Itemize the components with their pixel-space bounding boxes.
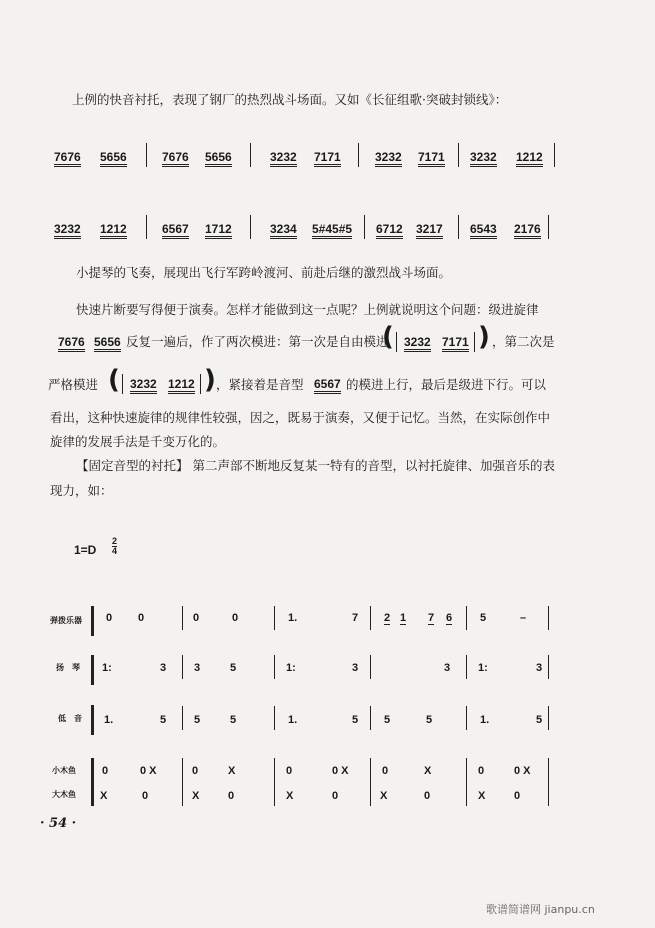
note-group: 1212 xyxy=(100,222,127,239)
system-bracket xyxy=(91,758,94,806)
score-note: 0 X xyxy=(332,765,349,777)
score-note: 1: xyxy=(478,662,488,674)
score-note: 5 xyxy=(160,714,167,726)
time-signature xyxy=(112,537,117,556)
score-note: 0 xyxy=(102,765,109,777)
paragraph-6a: 【固定音型的衬托】 第二声部不断地反复某一特有的音型，以衬托旋律、加强音乐的表 xyxy=(76,458,555,473)
paragraph-3c-mid: ，紧接着是音型 xyxy=(216,377,304,392)
barline xyxy=(274,706,275,730)
score-note: 1. xyxy=(104,714,114,726)
note-group: 1712 xyxy=(205,222,232,239)
barline xyxy=(182,606,183,630)
note-group: 7676 xyxy=(54,150,81,167)
inline-notes: 7171 xyxy=(442,335,469,352)
barline xyxy=(250,143,251,167)
inline-notes: 1212 xyxy=(168,377,195,394)
inline-notes: 3232 xyxy=(404,335,431,352)
paren-open: ( xyxy=(382,322,394,352)
barline xyxy=(548,706,549,730)
paren-close: ) xyxy=(204,365,216,395)
barline xyxy=(274,606,275,630)
score-note: X xyxy=(228,765,236,777)
inline-notes: 6567 xyxy=(314,377,341,394)
instrument-label: 大木鱼 xyxy=(52,790,76,799)
note-group: 3232 xyxy=(375,150,402,167)
time-denominator: 4 xyxy=(112,546,118,556)
barline xyxy=(182,758,183,806)
page-number: · 54 · xyxy=(40,816,77,831)
barline xyxy=(548,606,549,630)
note-group: 3217 xyxy=(416,222,443,239)
note-group: 7171 xyxy=(418,150,445,167)
barline xyxy=(548,655,549,679)
barline xyxy=(250,215,251,239)
note-group: 5656 xyxy=(205,150,232,167)
barline xyxy=(474,332,475,352)
note-group: 3234 xyxy=(270,222,297,239)
score-note: 5 xyxy=(536,714,543,726)
barline xyxy=(396,332,397,352)
score-note: 0 xyxy=(138,612,145,624)
score-note: 6 xyxy=(446,612,453,624)
system-bracket xyxy=(91,606,94,636)
score-note: 1 xyxy=(400,612,407,624)
paragraph-1: 上例的快音衬托，表现了钢厂的热烈战斗场面。又如《长征组歌·突破封锁线》： xyxy=(72,92,508,107)
paragraph-6b: 现力，如： xyxy=(50,483,113,498)
score-note: 3 xyxy=(536,662,543,674)
score-note: 1. xyxy=(480,714,490,726)
score-note: 3 xyxy=(194,662,201,674)
note-group: 5#45#5 xyxy=(312,222,352,239)
score-note: X xyxy=(100,790,108,802)
score-note: X xyxy=(478,790,486,802)
key-signature: 1=D xyxy=(74,543,97,557)
paren-close: ) xyxy=(478,322,490,352)
score-note: 0 xyxy=(286,765,293,777)
paragraph-4: 看出，这种快速旋律的规律性较强，因之，既易于演奏，又便于记忆。当然，在实际创作中 xyxy=(50,410,551,425)
barline xyxy=(458,215,459,239)
barline xyxy=(466,758,467,806)
barline xyxy=(358,143,359,167)
barline xyxy=(274,655,275,679)
note-group: 6543 xyxy=(470,222,497,239)
note-group: 5656 xyxy=(100,150,127,167)
score-note: 7 xyxy=(428,612,435,624)
barline xyxy=(466,606,467,630)
barline xyxy=(548,758,549,806)
paragraph-3b-end: ，第二次是 xyxy=(492,334,555,349)
note-group: 7676 xyxy=(162,150,189,167)
barline xyxy=(554,143,555,167)
score-note: 0 xyxy=(332,790,339,802)
score-note: 3 xyxy=(444,662,451,674)
instrument-label: 扬 琴 xyxy=(56,663,80,672)
score-note: X xyxy=(380,790,388,802)
barline xyxy=(370,655,371,679)
note-group: 3232 xyxy=(54,222,81,239)
time-numerator: 2 xyxy=(112,536,118,546)
score-note: 0 xyxy=(193,612,200,624)
score-note: 0 X xyxy=(140,765,157,777)
score-note: 5 xyxy=(480,612,487,624)
paragraph-3b: 反复一遍后，作了两次模进：第一次是自由模进 xyxy=(126,334,389,349)
barline xyxy=(146,215,147,239)
barline xyxy=(274,758,275,806)
paragraph-2: 小提琴的飞奏，展现出飞行军跨岭渡河、前赴后继的激烈战斗场面。 xyxy=(76,265,452,280)
instrument-label: 小木鱼 xyxy=(52,766,76,775)
paragraph-3c-start: 严格模进 xyxy=(48,377,99,392)
score-note: 0 xyxy=(142,790,149,802)
score-note: 5 xyxy=(230,662,237,674)
instrument-label: 低 音 xyxy=(58,714,82,723)
barline xyxy=(200,374,201,394)
barline xyxy=(370,706,371,730)
score-note: 0 xyxy=(192,765,199,777)
barline xyxy=(370,758,371,806)
barline xyxy=(458,143,459,167)
system-bracket xyxy=(91,705,94,735)
score-note: X xyxy=(286,790,294,802)
score-note: 3 xyxy=(160,662,167,674)
score-note: 5 xyxy=(230,714,237,726)
score-note: 5 xyxy=(384,714,391,726)
paren-open: ( xyxy=(108,365,120,395)
note-group: 7171 xyxy=(314,150,341,167)
score-note: 0 xyxy=(232,612,239,624)
score-note: 0 xyxy=(514,790,521,802)
score-note: X xyxy=(192,790,200,802)
score-note: 0 xyxy=(478,765,485,777)
score-note: 5 xyxy=(426,714,433,726)
score-note: 5 xyxy=(352,714,359,726)
score-note: 1: xyxy=(286,662,296,674)
score-note: 3 xyxy=(352,662,359,674)
watermark: 歌谱简谱网 jianpu.cn xyxy=(486,903,595,916)
inline-notes: 7676 xyxy=(58,335,85,352)
barline xyxy=(466,655,467,679)
note-group: 6712 xyxy=(376,222,403,239)
note-group: 1212 xyxy=(516,150,543,167)
score-note: 1: xyxy=(102,662,112,674)
barline xyxy=(122,374,123,394)
score-note: 0 xyxy=(424,790,431,802)
note-group: 6567 xyxy=(162,222,189,239)
barline xyxy=(146,143,147,167)
paragraph-5: 旋律的发展手法是千变万化的。 xyxy=(50,434,226,449)
score-note: 2 xyxy=(384,612,391,624)
score-note: 7 xyxy=(352,612,359,624)
score-note: 0 xyxy=(106,612,113,624)
system-bracket xyxy=(91,655,94,685)
barline xyxy=(466,706,467,730)
barline xyxy=(548,215,549,239)
note-group: 2176 xyxy=(514,222,541,239)
score-note: 0 xyxy=(228,790,235,802)
inline-notes: 5656 xyxy=(94,335,121,352)
barline xyxy=(182,655,183,679)
barline xyxy=(182,706,183,730)
inline-notes: 3232 xyxy=(130,377,157,394)
score-note: 0 xyxy=(382,765,389,777)
note-group: 3232 xyxy=(270,150,297,167)
instrument-label: 弹拨乐器 xyxy=(50,616,82,625)
barline xyxy=(370,606,371,630)
score-note: 5 xyxy=(194,714,201,726)
score-note: X xyxy=(424,765,432,777)
score-note: 1. xyxy=(288,612,298,624)
score-note: – xyxy=(520,612,527,624)
barline xyxy=(364,215,365,239)
score-note: 0 X xyxy=(514,765,531,777)
score-note: 1. xyxy=(288,714,298,726)
paragraph-3c-end: 的模进上行，最后是级进下行。可以 xyxy=(346,377,547,392)
paragraph-3a: 快速片断要写得便于演奏。怎样才能做到这一点呢？上例就说明这个问题：级进旋律 xyxy=(76,302,539,317)
note-group: 3232 xyxy=(470,150,497,167)
